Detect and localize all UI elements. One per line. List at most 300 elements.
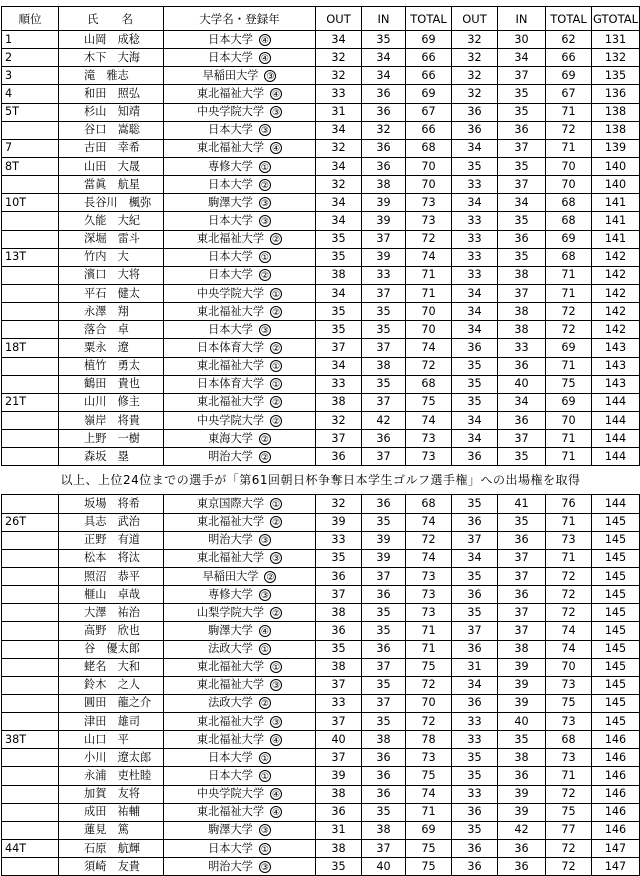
in2-cell: 36 [498, 121, 546, 139]
total1-cell: 66 [406, 67, 452, 85]
year-badge: ① [260, 645, 269, 656]
university-name: 駒澤大学 [208, 195, 253, 209]
gtotal-cell: 139 [592, 139, 640, 157]
table-row [2, 230, 640, 248]
header-total1: TOTAL [406, 7, 452, 31]
total1-cell: 70 [406, 321, 452, 339]
rank-cell: 10T [2, 194, 59, 212]
rank-cell: 26T [2, 513, 59, 531]
total1-cell: 73 [406, 430, 452, 448]
player-name-cell: 榧山 卓哉 [59, 586, 164, 604]
in1-cell: 38 [362, 821, 406, 839]
gtotal-cell: 145 [592, 586, 640, 604]
header-out1: OUT [316, 7, 362, 31]
year-badge: ③ [260, 198, 269, 209]
in2-cell: 35 [498, 731, 546, 749]
in2-cell: 36 [498, 531, 546, 549]
total2-cell: 73 [546, 749, 592, 767]
out1-cell: 32 [316, 139, 362, 157]
rank-cell [2, 230, 59, 248]
total1-cell: 68 [406, 375, 452, 393]
total1-cell: 71 [406, 640, 452, 658]
university-cell [164, 411, 316, 429]
in2-cell: 37 [498, 549, 546, 567]
total1-cell: 73 [406, 194, 452, 212]
year-badge: ③ [272, 108, 281, 119]
in1-cell: 37 [362, 339, 406, 357]
in1-cell: 32 [362, 121, 406, 139]
out2-cell: 34 [452, 139, 498, 157]
out1-cell: 31 [316, 103, 362, 121]
university-cell [164, 284, 316, 302]
total2-cell: 74 [546, 622, 592, 640]
year-badge: ③ [260, 862, 269, 873]
total1-cell: 74 [406, 549, 452, 567]
player-name-cell: 松本 将汰 [59, 549, 164, 567]
year-badge: ① [260, 844, 269, 855]
rank-cell [2, 284, 59, 302]
out2-cell: 35 [452, 767, 498, 785]
university-name: 東北福祉大学 [196, 141, 265, 155]
total1-cell: 72 [406, 713, 452, 731]
rank-cell [2, 321, 59, 339]
in1-cell: 35 [362, 321, 406, 339]
in1-cell: 36 [362, 640, 406, 658]
in1-cell: 38 [362, 176, 406, 194]
player-name-cell: 坂場 将希 [59, 495, 164, 513]
table-row [2, 393, 640, 411]
rank-cell [2, 303, 59, 321]
player-name-cell: 滝 雅志 [59, 67, 164, 85]
in1-cell: 37 [362, 448, 406, 466]
university-cell [164, 803, 316, 821]
in1-cell: 35 [362, 676, 406, 694]
year-badge: ② [272, 343, 281, 354]
in2-cell: 35 [498, 448, 546, 466]
university-name: 東北福祉大学 [196, 515, 265, 529]
rank-cell [2, 586, 59, 604]
player-name-cell: 須崎 友貴 [59, 858, 164, 876]
out1-cell: 37 [316, 430, 362, 448]
university-cell [164, 67, 316, 85]
total1-cell: 78 [406, 731, 452, 749]
university-cell [164, 212, 316, 230]
out2-cell: 32 [452, 49, 498, 67]
table-row [2, 658, 640, 676]
total1-cell: 72 [406, 230, 452, 248]
out1-cell: 36 [316, 622, 362, 640]
total2-cell: 71 [546, 448, 592, 466]
out2-cell: 34 [452, 321, 498, 339]
rank-cell [2, 531, 59, 549]
university-cell [164, 375, 316, 393]
university-name: 早稲田大学 [202, 68, 259, 82]
table-row [2, 448, 640, 466]
rank-cell: 8T [2, 157, 59, 175]
year-badge: ① [272, 663, 281, 674]
university-name: 日本大学 [208, 123, 253, 137]
player-name-cell: 森坂 塁 [59, 448, 164, 466]
player-name-cell: 當眞 航星 [59, 176, 164, 194]
total2-cell: 72 [546, 121, 592, 139]
table-row [2, 731, 640, 749]
table-row [2, 713, 640, 731]
player-name-cell: 鶴田 貴也 [59, 375, 164, 393]
in1-cell: 36 [362, 767, 406, 785]
year-badge: ④ [272, 790, 281, 801]
gtotal-cell: 142 [592, 266, 640, 284]
year-badge: ② [272, 416, 281, 427]
out1-cell: 37 [316, 339, 362, 357]
gtotal-cell: 143 [592, 339, 640, 357]
player-name-cell: 高野 欣也 [59, 622, 164, 640]
university-cell [164, 567, 316, 585]
university-cell [164, 157, 316, 175]
out2-cell: 36 [452, 448, 498, 466]
in1-cell: 42 [362, 411, 406, 429]
rank-cell: 4 [2, 85, 59, 103]
year-badge: ① [260, 772, 269, 783]
rank-cell: 38T [2, 731, 59, 749]
in1-cell: 36 [362, 785, 406, 803]
total2-cell: 71 [546, 284, 592, 302]
year-badge: ③ [266, 71, 275, 82]
player-name-cell: 蛯名 大和 [59, 658, 164, 676]
university-name: 東北福祉大学 [196, 732, 265, 746]
university-name: 日本大学 [208, 177, 253, 191]
header-out2: OUT [452, 7, 498, 31]
rank-cell [2, 622, 59, 640]
rank-cell [2, 749, 59, 767]
out1-cell: 38 [316, 266, 362, 284]
rank-cell [2, 676, 59, 694]
total1-cell: 70 [406, 157, 452, 175]
announcement-row [2, 466, 640, 495]
total1-cell: 68 [406, 495, 452, 513]
total2-cell: 70 [546, 176, 592, 194]
university-cell [164, 640, 316, 658]
table-row [2, 303, 640, 321]
gtotal-cell: 143 [592, 375, 640, 393]
total2-cell: 77 [546, 821, 592, 839]
university-cell [164, 85, 316, 103]
header-univ: 大学名・登録年 [164, 7, 316, 31]
total2-cell: 73 [546, 713, 592, 731]
out1-cell: 32 [316, 49, 362, 67]
university-cell [164, 840, 316, 858]
table-row [2, 266, 640, 284]
year-badge: ① [260, 162, 269, 173]
total2-cell: 70 [546, 658, 592, 676]
out1-cell: 34 [316, 157, 362, 175]
gtotal-cell: 132 [592, 49, 640, 67]
total1-cell: 72 [406, 676, 452, 694]
player-name-cell: 鈴木 之人 [59, 676, 164, 694]
in2-cell: 39 [498, 658, 546, 676]
in2-cell: 37 [498, 604, 546, 622]
in1-cell: 39 [362, 194, 406, 212]
gtotal-cell: 145 [592, 567, 640, 585]
total2-cell: 72 [546, 785, 592, 803]
gtotal-cell: 146 [592, 731, 640, 749]
university-cell [164, 531, 316, 549]
total2-cell: 69 [546, 339, 592, 357]
table-row [2, 194, 640, 212]
gtotal-cell: 144 [592, 411, 640, 429]
gtotal-cell: 145 [592, 694, 640, 712]
player-name-cell: 植竹 勇太 [59, 357, 164, 375]
out2-cell: 34 [452, 194, 498, 212]
total1-cell: 75 [406, 767, 452, 785]
rank-cell [2, 713, 59, 731]
out2-cell: 33 [452, 785, 498, 803]
in2-cell: 37 [498, 176, 546, 194]
out1-cell: 31 [316, 821, 362, 839]
gtotal-cell: 147 [592, 858, 640, 876]
year-badge: ② [266, 572, 275, 583]
university-cell [164, 248, 316, 266]
total1-cell: 75 [406, 393, 452, 411]
player-name-cell: 山口 平 [59, 731, 164, 749]
in2-cell: 40 [498, 713, 546, 731]
player-name-cell: 粟永 遼 [59, 339, 164, 357]
in2-cell: 39 [498, 785, 546, 803]
year-badge: ③ [260, 536, 269, 547]
table-row [2, 321, 640, 339]
table-row [2, 248, 640, 266]
header-rank: 順位 [2, 7, 59, 31]
player-name-cell: 小川 遼太郎 [59, 749, 164, 767]
total1-cell: 70 [406, 694, 452, 712]
table-row [2, 567, 640, 585]
rank-cell [2, 549, 59, 567]
table-row [2, 375, 640, 393]
player-name-cell: 加賀 友将 [59, 785, 164, 803]
in1-cell: 37 [362, 230, 406, 248]
out2-cell: 36 [452, 694, 498, 712]
out1-cell: 32 [316, 176, 362, 194]
in1-cell: 35 [362, 604, 406, 622]
out2-cell: 35 [452, 567, 498, 585]
in1-cell: 39 [362, 549, 406, 567]
university-name: 日本大学 [208, 213, 253, 227]
rank-cell [2, 411, 59, 429]
total1-cell: 69 [406, 85, 452, 103]
in2-cell: 36 [498, 767, 546, 785]
total1-cell: 71 [406, 803, 452, 821]
table-row [2, 284, 640, 302]
gtotal-cell: 145 [592, 658, 640, 676]
year-badge: ② [260, 180, 269, 191]
university-cell [164, 785, 316, 803]
out2-cell: 34 [452, 411, 498, 429]
results-table [1, 6, 640, 876]
out2-cell: 33 [452, 176, 498, 194]
in1-cell: 38 [362, 731, 406, 749]
total2-cell: 71 [546, 513, 592, 531]
player-name-cell: 成田 祐輔 [59, 803, 164, 821]
out1-cell: 39 [316, 513, 362, 531]
announcement-text: 以上、上位24位までの選手が「第61回朝日杯争奪日本学生ゴルフ選手権」への出場権を取得 [2, 466, 640, 495]
player-name-cell: 山田 大晟 [59, 157, 164, 175]
gtotal-cell: 144 [592, 393, 640, 411]
in1-cell: 36 [362, 103, 406, 121]
in2-cell: 34 [498, 393, 546, 411]
gtotal-cell: 145 [592, 713, 640, 731]
year-badge: ① [260, 253, 269, 264]
header-total2: TOTAL [546, 7, 592, 31]
university-cell [164, 121, 316, 139]
in1-cell: 39 [362, 531, 406, 549]
out2-cell: 35 [452, 821, 498, 839]
out2-cell: 36 [452, 640, 498, 658]
rank-cell: 2 [2, 49, 59, 67]
university-name: 日本大学 [208, 250, 253, 264]
in1-cell: 36 [362, 139, 406, 157]
in2-cell: 36 [498, 230, 546, 248]
total1-cell: 74 [406, 411, 452, 429]
year-badge: ② [260, 434, 269, 445]
university-name: 日本体育大学 [196, 377, 265, 391]
year-badge: ② [272, 608, 281, 619]
university-cell [164, 858, 316, 876]
in2-cell: 37 [498, 67, 546, 85]
gtotal-cell: 144 [592, 495, 640, 513]
university-cell [164, 676, 316, 694]
university-cell [164, 31, 316, 49]
university-cell [164, 176, 316, 194]
out2-cell: 36 [452, 803, 498, 821]
university-name: 専修大学 [208, 159, 253, 173]
total1-cell: 71 [406, 622, 452, 640]
university-cell [164, 713, 316, 731]
out2-cell: 35 [452, 357, 498, 375]
gtotal-cell: 141 [592, 194, 640, 212]
out1-cell: 35 [316, 230, 362, 248]
out1-cell: 34 [316, 284, 362, 302]
year-badge: ① [272, 362, 281, 373]
university-cell [164, 357, 316, 375]
rank-cell [2, 176, 59, 194]
total1-cell: 73 [406, 448, 452, 466]
total1-cell: 72 [406, 531, 452, 549]
in1-cell: 40 [362, 858, 406, 876]
year-badge: ③ [260, 826, 269, 837]
table-row [2, 694, 640, 712]
total1-cell: 75 [406, 658, 452, 676]
player-name-cell: 谷口 嵩聡 [59, 121, 164, 139]
total1-cell: 70 [406, 303, 452, 321]
year-badge: ④ [260, 35, 269, 46]
in1-cell: 35 [362, 375, 406, 393]
total2-cell: 72 [546, 586, 592, 604]
table-row [2, 339, 640, 357]
university-name: 東京国際大学 [196, 496, 265, 510]
in1-cell: 36 [362, 157, 406, 175]
out2-cell: 33 [452, 230, 498, 248]
rank-cell [2, 821, 59, 839]
player-name-cell: 濱口 大将 [59, 266, 164, 284]
table-row [2, 67, 640, 85]
out1-cell: 38 [316, 840, 362, 858]
player-name-cell: 上野 一樹 [59, 430, 164, 448]
rank-cell [2, 357, 59, 375]
out1-cell: 39 [316, 767, 362, 785]
in1-cell: 36 [362, 586, 406, 604]
out1-cell: 33 [316, 531, 362, 549]
university-cell [164, 430, 316, 448]
university-name: 日本大学 [208, 322, 253, 336]
out2-cell: 32 [452, 85, 498, 103]
player-name-cell: 永澤 翔 [59, 303, 164, 321]
rank-cell [2, 567, 59, 585]
out1-cell: 33 [316, 694, 362, 712]
university-name: 明治大学 [208, 859, 253, 873]
header-gtotal: GTOTAL [592, 7, 640, 31]
in1-cell: 33 [362, 266, 406, 284]
total2-cell: 73 [546, 676, 592, 694]
in2-cell: 38 [498, 266, 546, 284]
in2-cell: 39 [498, 803, 546, 821]
total2-cell: 72 [546, 567, 592, 585]
player-name-cell: 圓田 龍之介 [59, 694, 164, 712]
gtotal-cell: 145 [592, 513, 640, 531]
out1-cell: 32 [316, 411, 362, 429]
total2-cell: 72 [546, 840, 592, 858]
out1-cell: 34 [316, 194, 362, 212]
university-name: 東北福祉大学 [196, 660, 265, 674]
total1-cell: 66 [406, 121, 452, 139]
total2-cell: 62 [546, 31, 592, 49]
in2-cell: 34 [498, 194, 546, 212]
rank-cell [2, 785, 59, 803]
total2-cell: 72 [546, 321, 592, 339]
gtotal-cell: 146 [592, 767, 640, 785]
in1-cell: 39 [362, 248, 406, 266]
out2-cell: 33 [452, 713, 498, 731]
out2-cell: 36 [452, 513, 498, 531]
player-name-cell: 嶺岸 将貴 [59, 411, 164, 429]
table-row [2, 803, 640, 821]
university-name: 駒澤大学 [208, 623, 253, 637]
player-name-cell: 古田 幸希 [59, 139, 164, 157]
year-badge: ③ [260, 325, 269, 336]
university-name: 日本大学 [208, 841, 253, 855]
in2-cell: 35 [498, 103, 546, 121]
in1-cell: 35 [362, 303, 406, 321]
gtotal-cell: 131 [592, 31, 640, 49]
university-name: 日本大学 [208, 268, 253, 282]
table-row [2, 549, 640, 567]
player-name-cell: 正野 有道 [59, 531, 164, 549]
total2-cell: 74 [546, 640, 592, 658]
university-cell [164, 658, 316, 676]
total1-cell: 69 [406, 31, 452, 49]
out1-cell: 37 [316, 749, 362, 767]
out2-cell: 36 [452, 840, 498, 858]
header-name: 氏 名 [59, 7, 164, 31]
player-name-cell: 平石 健太 [59, 284, 164, 302]
gtotal-cell: 145 [592, 622, 640, 640]
university-cell [164, 586, 316, 604]
out2-cell: 32 [452, 67, 498, 85]
in2-cell: 38 [498, 303, 546, 321]
total1-cell: 70 [406, 176, 452, 194]
total2-cell: 68 [546, 194, 592, 212]
total2-cell: 72 [546, 303, 592, 321]
in2-cell: 42 [498, 821, 546, 839]
year-badge: ③ [272, 554, 281, 565]
